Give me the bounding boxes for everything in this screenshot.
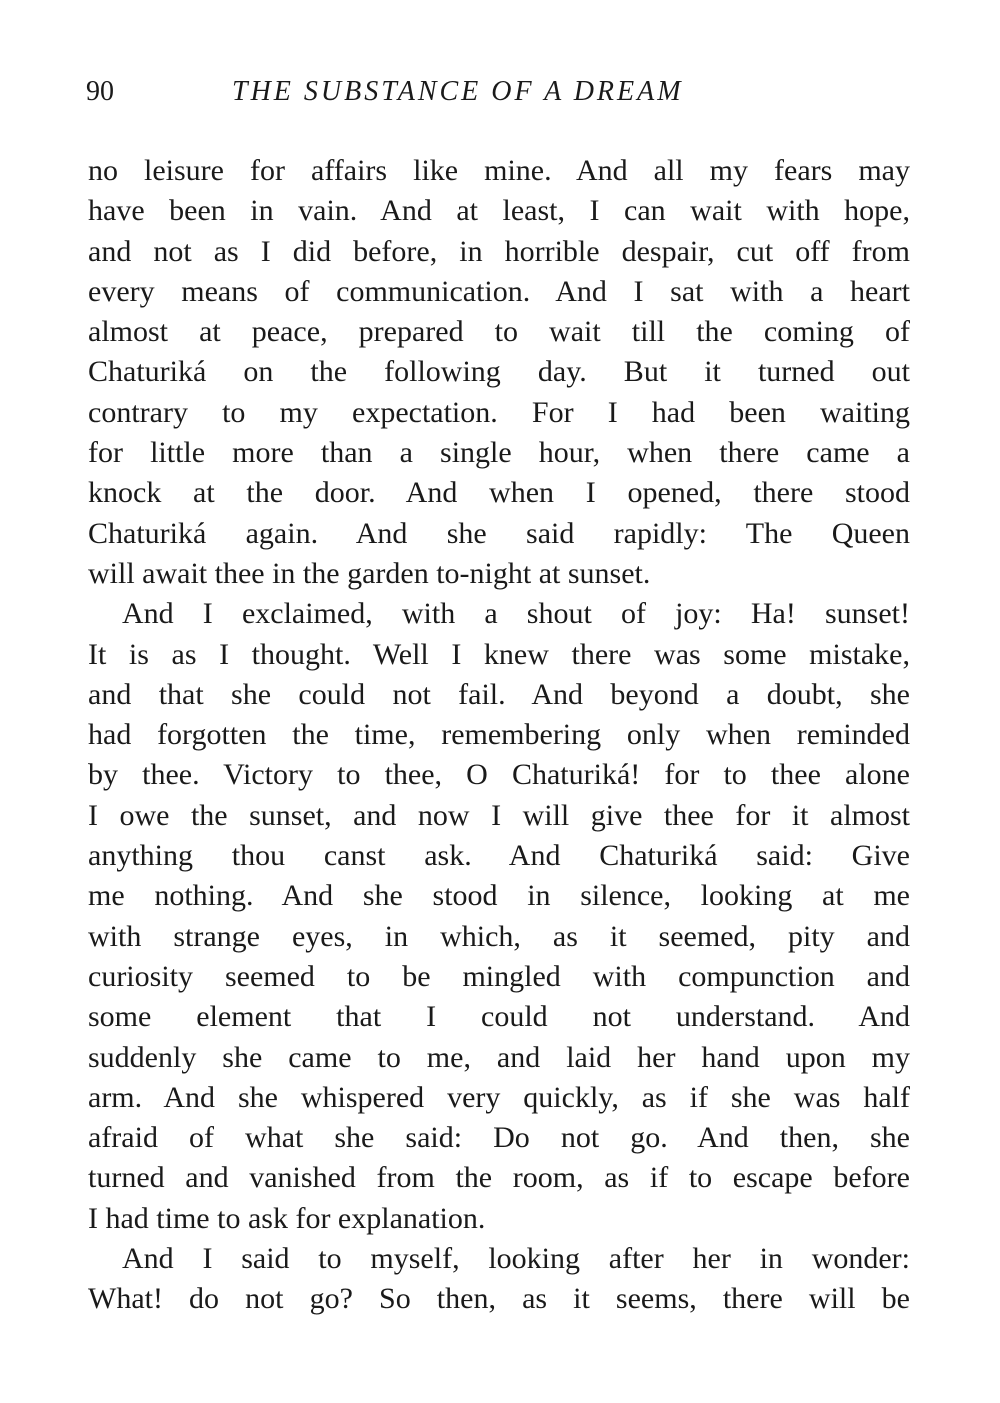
text-line: every means of communication. And I sat with a heart <box>88 274 910 308</box>
text-line: had forgotten the time, remembering only when reminded <box>88 718 910 752</box>
running-title: THE SUBSTANCE OF A DREAM <box>232 76 684 107</box>
text-line: by thee. Victory to thee, O Chaturiká! for to thee alone <box>88 758 910 792</box>
paragraph-3 <box>88 1239 910 1320</box>
text-line: me nothing. And she stood in silence, looking at me <box>88 879 910 913</box>
text-line: and that she could not fail. And beyond a doubt, she <box>88 677 910 711</box>
text-line: And I exclaimed, with a shout of joy: Ha! sunset! <box>122 597 910 631</box>
page-header <box>86 72 912 112</box>
text-line: Chaturiká again. And she said rapidly: The Queen <box>88 516 910 550</box>
text-line: I owe the sunset, and now I will give thee for it almost <box>88 798 910 832</box>
text-line: for little more than a single hour, when there came a <box>88 436 910 470</box>
text-line: contrary to my expectation. For I had been waiting <box>88 395 910 429</box>
body-text <box>88 151 910 1320</box>
text-line: It is as I thought. Well I knew there was some mistake, <box>88 637 910 671</box>
text-line: knock at the door. And when I opened, there stood <box>88 476 910 510</box>
text-line: turned and vanished from the room, as if to escape before <box>88 1161 910 1195</box>
text-line: arm. And she whispered very quickly, as if she was half <box>88 1080 910 1114</box>
paragraph-1 <box>88 151 910 594</box>
paragraph-2 <box>88 594 910 1239</box>
text-line: some element that I could not understand. And <box>88 1000 910 1034</box>
text-line: have been in vain. And at least, I can wait with hope, <box>88 194 910 228</box>
text-line: What! do not go? So then, as it seems, there will be <box>88 1282 910 1316</box>
text-line: with strange eyes, in which, as it seemed, pity and <box>88 919 910 953</box>
text-line: anything thou canst ask. And Chaturiká said: Give <box>88 839 910 873</box>
text-line: Chaturiká on the following day. But it turned out <box>88 355 910 389</box>
text-line: and not as I did before, in horrible despair, cut off from <box>88 234 910 268</box>
text-line: I had time to ask for explanation. <box>88 1201 486 1235</box>
text-line: And I said to myself, looking after her in wonder: <box>122 1242 910 1276</box>
text-line: curiosity seemed to be mingled with compunction and <box>88 959 910 993</box>
page-number: 90 <box>86 76 114 107</box>
text-line: will await thee in the garden to-night at sunset. <box>88 556 651 590</box>
text-line: afraid of what she said: Do not go. And then, she <box>88 1121 910 1155</box>
text-line: suddenly she came to me, and laid her hand upon my <box>88 1040 910 1074</box>
text-line: no leisure for affairs like mine. And all my fears may <box>88 154 910 187</box>
text-line: almost at peace, prepared to wait till the coming of <box>88 315 910 349</box>
